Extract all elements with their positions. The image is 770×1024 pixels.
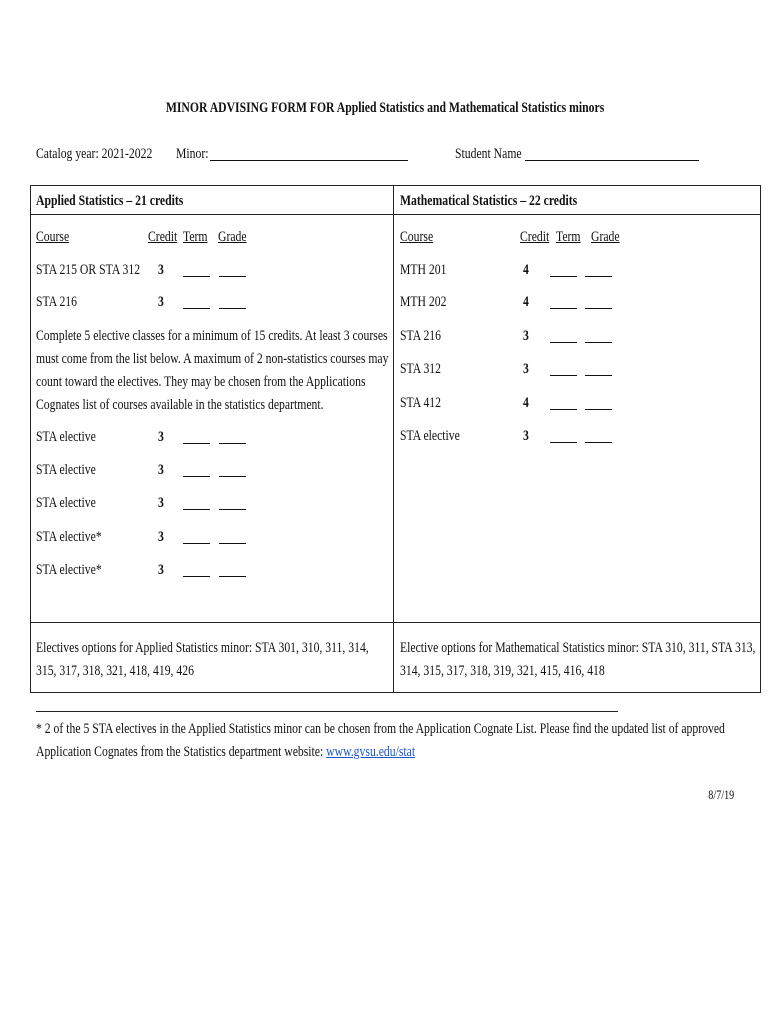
math-course-credit: 3	[523, 328, 529, 344]
applied-elective-name: STA elective	[36, 462, 96, 478]
grade-blank[interactable]	[585, 397, 612, 410]
term-blank[interactable]	[183, 564, 210, 577]
applied-elective-credit: 3	[158, 562, 164, 578]
applied-elective-credit: 3	[158, 495, 164, 511]
applied-heading: Applied Statistics – 21 credits	[36, 193, 184, 209]
math-course-name: STA 216	[400, 328, 441, 344]
applied-col-term: Term	[183, 229, 208, 245]
math-col-term: Term	[556, 229, 581, 245]
math-course-credit: 3	[523, 428, 529, 444]
term-blank[interactable]	[550, 330, 577, 343]
math-col-credit: Credit	[520, 229, 550, 245]
math-elective-options: Elective options for Mathematical Statistics minor: STA 310, 311, STA 313, 314, 315, 317, 318, 319, 321, 415, 416, 418	[400, 640, 756, 679]
applied-elective-name: STA elective*	[36, 562, 102, 578]
applied-elective-name: STA elective*	[36, 529, 102, 545]
term-blank[interactable]	[550, 397, 577, 410]
math-course-name: MTH 202	[400, 294, 447, 310]
grade-blank[interactable]	[219, 264, 246, 277]
grade-blank[interactable]	[219, 296, 246, 309]
term-blank[interactable]	[183, 431, 210, 444]
applied-col-grade: Grade	[218, 229, 247, 245]
applied-elective-credit: 3	[158, 429, 164, 445]
student-name-field[interactable]: Student Name	[455, 146, 522, 162]
term-blank[interactable]	[550, 430, 577, 443]
term-blank[interactable]	[550, 296, 577, 309]
term-blank[interactable]	[183, 464, 210, 477]
grade-blank[interactable]	[585, 264, 612, 277]
grade-blank[interactable]	[585, 296, 612, 309]
math-col-grade: Grade	[591, 229, 620, 245]
math-course-name: STA 412	[400, 395, 441, 411]
applied-elective-note: Complete 5 elective classes for a minimum of 15 credits. At least 3 courses must come from the list below. A maximum of 2 non-statistics courses may count toward the electives. They may be chosen from the Applications Cognates list of courses available in the statistics department.	[36, 328, 389, 413]
term-blank[interactable]	[550, 363, 577, 376]
applied-col-course: Course	[36, 229, 70, 245]
minor-blank[interactable]	[210, 148, 408, 166]
math-course-name: MTH 201	[400, 262, 447, 278]
grade-blank[interactable]	[585, 330, 612, 343]
term-blank[interactable]	[183, 497, 210, 510]
term-blank[interactable]	[183, 296, 210, 309]
math-course-credit: 4	[523, 262, 529, 278]
form-title: MINOR ADVISING FORM FOR Applied Statistics and Mathematical Statistics minors	[165, 100, 605, 116]
math-col-course: Course	[400, 229, 434, 245]
term-blank[interactable]	[550, 264, 577, 277]
applied-elective-credit: 3	[158, 529, 164, 545]
math-course-credit: 3	[523, 361, 529, 377]
applied-course-credit: 3	[158, 262, 164, 278]
applied-course-credit: 3	[158, 294, 164, 310]
applied-col-credit: Credit	[148, 229, 178, 245]
applied-elective-credit: 3	[158, 462, 164, 478]
math-heading: Mathematical Statistics – 22 credits	[400, 193, 578, 209]
math-course-name: STA 312	[400, 361, 441, 377]
grade-blank[interactable]	[585, 363, 612, 376]
applied-elective-options: Electives options for Applied Statistics minor: STA 301, 310, 311, 314, 315, 317, 318, 321, 418, 419, 426	[36, 640, 369, 679]
footnote-rule	[36, 711, 618, 712]
grade-blank[interactable]	[219, 531, 246, 544]
header-divider	[31, 214, 760, 215]
revision-date: 8/7/19	[708, 787, 734, 802]
applied-course-name: STA 215 OR STA 312	[36, 262, 141, 278]
math-course-name: STA elective	[400, 428, 460, 444]
footnote: * 2 of the 5 STA electives in the Applied Statistics minor can be chosen from the Application Cognate List. Please find the updated list of approved Application Cognates from the Statistics department website: www.gvsu.edu/stat	[36, 721, 725, 760]
catalog-year: Catalog year: 2021-2022	[36, 146, 153, 162]
advising-table	[30, 185, 761, 693]
column-divider	[393, 186, 394, 692]
term-blank[interactable]	[183, 264, 210, 277]
math-course-credit: 4	[523, 294, 529, 310]
student-name-blank[interactable]	[525, 148, 699, 166]
applied-course-name: STA 216	[36, 294, 77, 310]
options-divider	[31, 622, 760, 623]
grade-blank[interactable]	[219, 497, 246, 510]
math-course-credit: 4	[523, 395, 529, 411]
grade-blank[interactable]	[585, 430, 612, 443]
stat-website-link[interactable]: www.gvsu.edu/stat	[326, 744, 416, 760]
applied-elective-name: STA elective	[36, 429, 96, 445]
grade-blank[interactable]	[219, 431, 246, 444]
grade-blank[interactable]	[219, 564, 246, 577]
applied-elective-name: STA elective	[36, 495, 96, 511]
minor-field[interactable]: Minor:	[176, 146, 209, 162]
grade-blank[interactable]	[219, 464, 246, 477]
term-blank[interactable]	[183, 531, 210, 544]
